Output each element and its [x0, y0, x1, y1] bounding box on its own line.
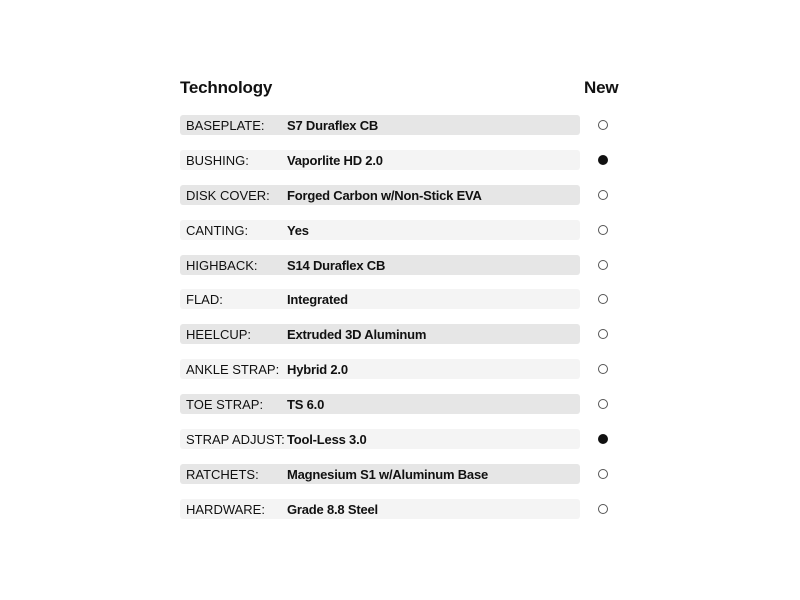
spec-value: Vaporlite HD 2.0 — [287, 152, 383, 168]
spec-row-toe-strap — [180, 394, 625, 414]
spec-value: Forged Carbon w/Non-Stick EVA — [287, 187, 482, 203]
spec-value: Grade 8.8 Steel — [287, 501, 378, 517]
spec-value: Hybrid 2.0 — [287, 362, 348, 378]
spec-row-baseplate — [180, 115, 625, 135]
spec-row-ankle-strap — [180, 359, 625, 379]
spec-row-disk-cover — [180, 185, 625, 205]
spec-label: HARDWARE: — [186, 501, 265, 517]
spec-value: Tool-Less 3.0 — [287, 432, 367, 448]
new-heading: New — [584, 78, 619, 97]
new-indicator-icon — [598, 399, 608, 409]
spec-value: S7 Duraflex CB — [287, 118, 379, 133]
spec-rows — [180, 115, 625, 534]
new-indicator-icon — [598, 260, 608, 270]
technology-heading: Technology — [180, 78, 273, 97]
new-indicator-icon — [598, 120, 608, 130]
spec-row-highback — [180, 255, 625, 275]
new-indicator-icon — [598, 225, 608, 235]
spec-value: Yes — [287, 222, 309, 238]
spec-row-ratchets — [180, 464, 625, 484]
new-indicator-icon — [598, 329, 608, 339]
spec-label: ANKLE STRAP: — [186, 362, 280, 378]
spec-label: BASEPLATE: — [186, 118, 265, 133]
table-header — [180, 78, 625, 102]
spec-value: Integrated — [287, 292, 348, 308]
spec-value: TS 6.0 — [287, 397, 325, 413]
spec-label: TOE STRAP: — [186, 397, 264, 413]
spec-label: STRAP ADJUST: — [186, 432, 285, 448]
spec-label: HIGHBACK: — [186, 257, 258, 273]
spec-row-strap-adjust — [180, 429, 625, 449]
new-indicator-icon — [598, 294, 608, 304]
technology-spec-table — [180, 78, 625, 517]
spec-value: Extruded 3D Aluminum — [287, 327, 427, 343]
spec-value: Magnesium S1 w/Aluminum Base — [287, 466, 489, 482]
new-indicator-icon — [598, 190, 608, 200]
spec-row-bushing — [180, 150, 625, 170]
spec-row-canting — [180, 220, 625, 240]
new-indicator-icon — [598, 364, 608, 374]
new-indicator-icon — [598, 504, 608, 514]
spec-value: S14 Duraflex CB — [287, 257, 386, 273]
spec-label: RATCHETS: — [186, 466, 259, 482]
spec-label: CANTING: — [186, 222, 249, 238]
row-background — [180, 289, 580, 309]
new-indicator-icon — [598, 155, 608, 165]
spec-row-flad — [180, 289, 625, 309]
spec-label: FLAD: — [186, 292, 223, 308]
spec-label: BUSHING: — [186, 152, 249, 168]
spec-row-hardware — [180, 499, 625, 519]
new-indicator-icon — [598, 469, 608, 479]
spec-label: DISK COVER: — [186, 187, 270, 203]
spec-row-heelcup — [180, 324, 625, 344]
new-indicator-icon — [598, 434, 608, 444]
spec-label: HEELCUP: — [186, 327, 252, 343]
